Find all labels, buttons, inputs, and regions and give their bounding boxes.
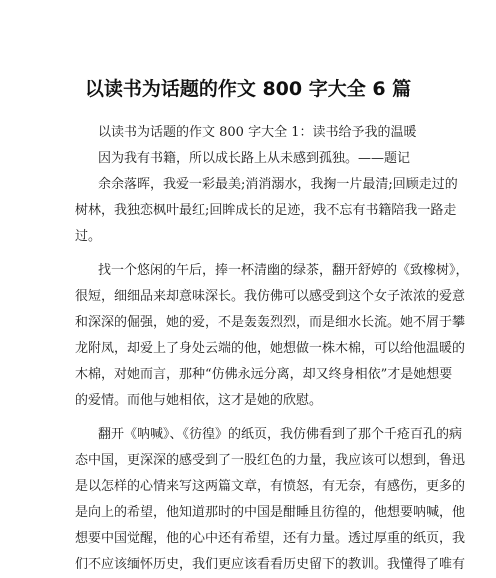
body-line bbox=[0, 120, 496, 146]
body-line bbox=[0, 258, 496, 284]
body-line bbox=[0, 388, 496, 414]
line-text: 余余落晖，我爱一彩最美;消消溺水，我掬一片最清;回顾走过的 bbox=[98, 177, 458, 192]
body-line bbox=[0, 336, 496, 362]
body-line bbox=[0, 146, 496, 172]
body-line bbox=[0, 362, 496, 388]
line-text: 翻开《呐喊》、《彷徨》的纸页，我仿佛看到了那个千疮百孔的病 bbox=[98, 427, 463, 442]
body-line bbox=[0, 552, 496, 578]
body-line bbox=[0, 310, 496, 336]
body-line bbox=[0, 422, 496, 448]
line-text: 是向上的希望，他知道那时的中国是酣睡且彷徨的，他想要呐喊，他 bbox=[75, 505, 466, 520]
line-text: 龙附凤，却爱上了身处云端的他，她想做一株木棉，可以给他温暖的 bbox=[75, 341, 466, 356]
document-title: 以读书为话题的作文 800 字大全 6 篇 bbox=[84, 78, 412, 100]
line-text: 想要中国觉醒，他的心中还有希望，还有力量。透过厚重的纸页，我 bbox=[75, 531, 466, 546]
line-text: 找一个悠闲的午后，捧一杯清幽的绿茶，翻开舒婷的《致橡树》， bbox=[98, 263, 469, 278]
line-text: 过。 bbox=[75, 229, 102, 244]
body-line bbox=[0, 500, 496, 526]
body-line bbox=[0, 198, 496, 224]
body-line bbox=[0, 224, 496, 250]
line-text: 因为我有书籍，所以成长路上从未感到孤独。——题记 bbox=[98, 151, 411, 166]
line-text: 的爱情。而他与她相依，这才是她的欣慰。 bbox=[75, 393, 323, 408]
body-line bbox=[0, 172, 496, 198]
line-text: 们不应该缅怀历史，我们更应该看看历史留下的教训。我懂得了唯有 bbox=[75, 557, 466, 572]
line-text: 和深深的倔强，她的爱，不是轰轰烈烈，而是细水长流。她不屑于攀 bbox=[75, 315, 466, 330]
body-line bbox=[0, 474, 496, 500]
body-line bbox=[0, 448, 496, 474]
line-text: 很短，细细品来却意味深长。我仿佛可以感受到这个女子浓浓的爱意 bbox=[75, 289, 466, 304]
line-text: 态中国，更深深的感受到了一股红色的力量，我应该可以想到，鲁迅 bbox=[75, 453, 466, 468]
body-line bbox=[0, 284, 496, 310]
line-text: 以读书为话题的作文 800 字大全 1：读书给予我的温暖 bbox=[98, 125, 417, 140]
line-text: 是以怎样的心情来写这两篇文章，有愤怒，有无奈，有感伤，更多的 bbox=[75, 479, 466, 494]
line-text: 木棉，对她而言，那种“仿佛永远分离，却又终身相依”才是她想要 bbox=[75, 367, 453, 382]
body-line bbox=[0, 526, 496, 552]
line-text: 树林，我独恋枫叶最红;回眸成长的足迹，我不忘有书籍陪我一路走 bbox=[75, 203, 457, 218]
